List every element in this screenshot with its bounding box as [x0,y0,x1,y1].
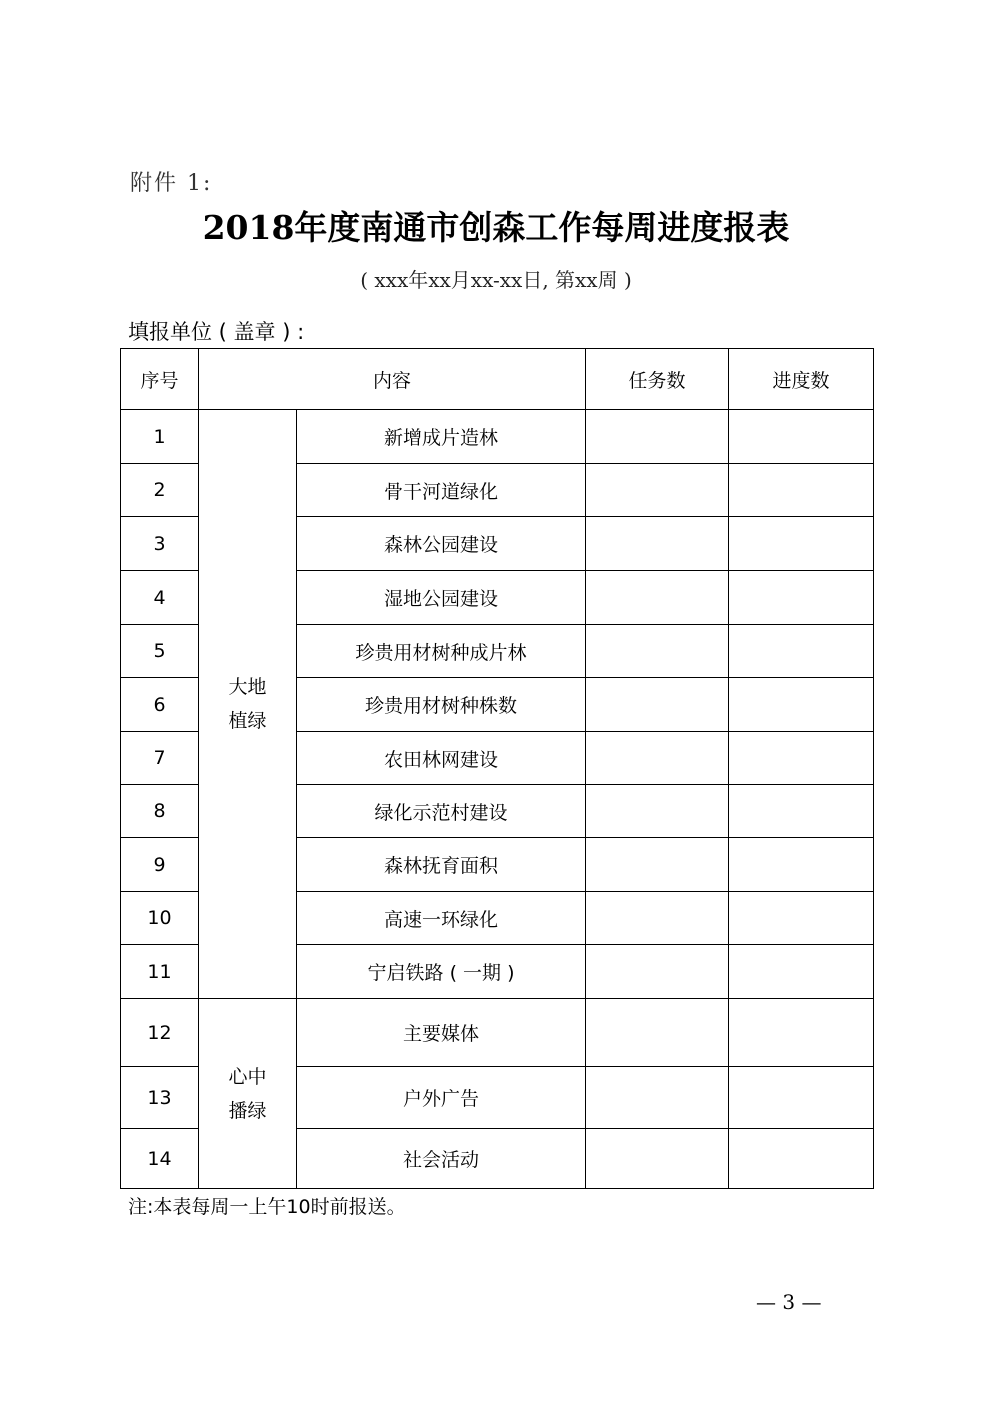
table-row [121,410,874,464]
item-cell: 绿化示范村建设 [297,785,586,838]
seq-cell: 14 [121,1129,199,1189]
seq-cell: 12 [121,999,199,1067]
item-cell: 新增成片造林 [297,410,586,464]
seq-cell: 5 [121,625,199,678]
task-cell[interactable] [586,410,729,464]
seq-cell: 4 [121,571,199,625]
task-cell[interactable] [586,625,729,678]
seq-cell: 8 [121,785,199,838]
task-cell[interactable] [586,892,729,945]
task-cell[interactable] [586,732,729,785]
progress-cell[interactable] [729,945,874,999]
progress-cell[interactable] [729,838,874,892]
task-cell[interactable] [586,999,729,1067]
task-cell[interactable] [586,838,729,892]
header-seq: 序号 [121,349,199,410]
item-cell: 高速一环绿化 [297,892,586,945]
progress-cell[interactable] [729,892,874,945]
item-cell: 森林公园建设 [297,517,586,571]
progress-cell[interactable] [729,571,874,625]
table-note: 注:本表每周一上午10时前报送。 [128,1196,406,1218]
seq-cell: 7 [121,732,199,785]
seq-cell: 3 [121,517,199,571]
progress-cell[interactable] [729,1067,874,1129]
progress-cell[interactable] [729,517,874,571]
category-cell-xinzhong-bolv [199,999,297,1189]
progress-report-table [120,348,874,1189]
seq-cell: 11 [121,945,199,999]
report-title: 2018年度南通市创森工作每周进度报表 [202,208,790,247]
item-cell: 湿地公园建设 [297,571,586,625]
page-number: — 3 — [756,1290,822,1314]
task-cell[interactable] [586,945,729,999]
task-cell[interactable] [586,517,729,571]
progress-cell[interactable] [729,625,874,678]
progress-cell[interactable] [729,785,874,838]
task-cell[interactable] [586,678,729,732]
progress-cell[interactable] [729,999,874,1067]
progress-cell[interactable] [729,410,874,464]
item-cell: 户外广告 [297,1067,586,1129]
progress-cell[interactable] [729,732,874,785]
attachment-label: 附件 1: [130,171,213,196]
progress-cell[interactable] [729,1129,874,1189]
task-cell[interactable] [586,785,729,838]
item-cell: 珍贵用材树种成片林 [297,625,586,678]
seq-cell: 13 [121,1067,199,1129]
item-cell: 骨干河道绿化 [297,464,586,517]
category-line: 播绿 [228,1099,267,1122]
seq-cell: 10 [121,892,199,945]
category-line: 心中 [228,1065,267,1088]
seq-cell: 1 [121,410,199,464]
task-cell[interactable] [586,1129,729,1189]
item-cell: 珍贵用材树种株数 [297,678,586,732]
category-line: 大地 [228,676,267,698]
progress-cell[interactable] [729,678,874,732]
header-progress: 进度数 [729,349,874,410]
category-line: 植绿 [228,710,267,732]
item-cell: 主要媒体 [297,999,586,1067]
category-cell-dadi-zhilv [199,410,297,999]
item-cell: 宁启铁路 ( 一期 ) [297,945,586,999]
header-task: 任务数 [586,349,729,410]
task-cell[interactable] [586,1067,729,1129]
item-cell: 社会活动 [297,1129,586,1189]
header-content: 内容 [199,349,586,410]
item-cell: 森林抚育面积 [297,838,586,892]
table-header-row [121,349,874,410]
item-cell: 农田林网建设 [297,732,586,785]
report-period: ( xxx年xx月xx-xx日, 第xx周 ) [360,268,632,292]
seq-cell: 9 [121,838,199,892]
reporting-unit-label: 填报单位 ( 盖章 ) : [128,320,305,344]
task-cell[interactable] [586,571,729,625]
progress-cell[interactable] [729,464,874,517]
table-row [121,999,874,1067]
seq-cell: 6 [121,678,199,732]
task-cell[interactable] [586,464,729,517]
seq-cell: 2 [121,464,199,517]
